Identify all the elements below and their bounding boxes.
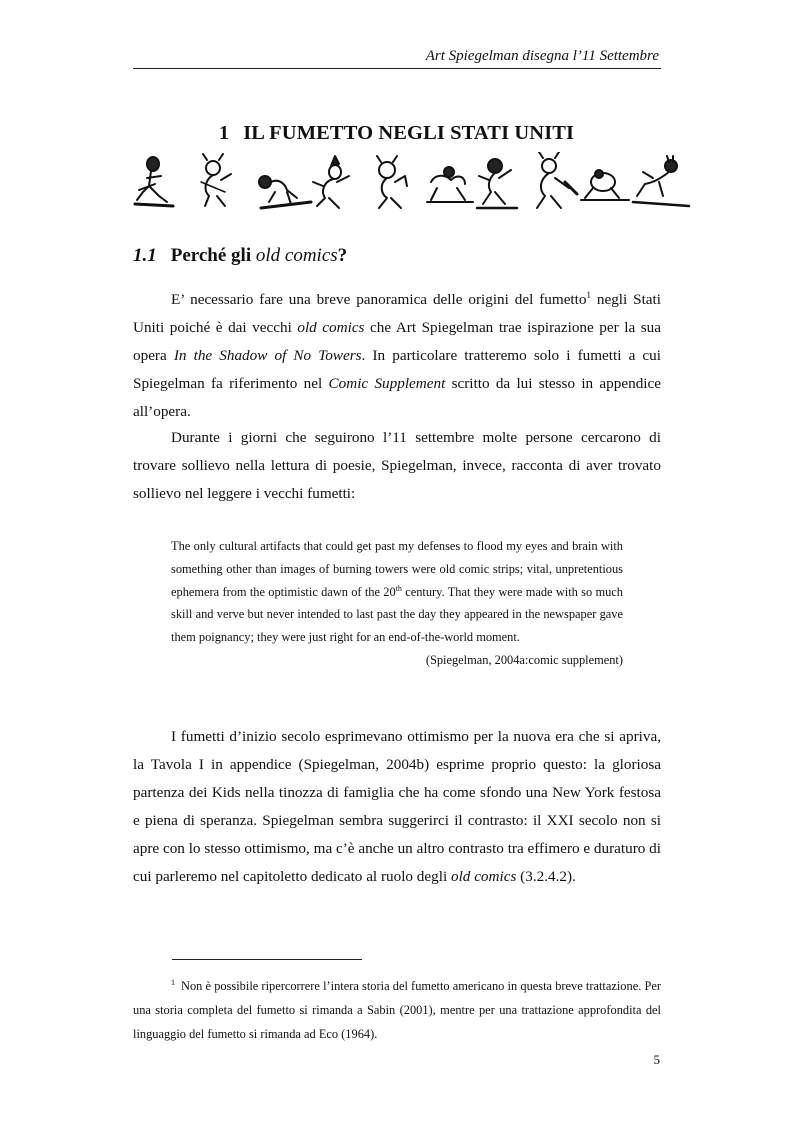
comic-character-9-icon [581,170,629,200]
chapter-number: 1 [218,122,230,144]
quote-text: century. That they were made with so much skill and verve but never intended to last past the day they appeared in the newspaper gave them poignancy; they were just right for an end-of-the-world moment. [171,584,624,645]
paragraph-italic: In the Shadow of No Towers [173,347,362,364]
footnote-reference[interactable]: 1 [586,290,591,300]
comic-character-6-icon [427,167,473,202]
paragraph-text: scritto da lui stesso in appendice all’opera. [133,375,661,420]
comic-character-2-icon [201,154,231,206]
paragraph-text: (3.2.4.2). [516,868,576,885]
chapter-title: IL FUMETTO NEGLI STATI UNITI [243,122,575,144]
paragraph-italic: old comics [297,319,365,336]
quote-text: The only cultural artifacts that could get past my defenses to flood my eyes and brain with something other than images of burning towers were old comic strips; vital, unpretentious ephemera from the optimistic dawn of the 20 [171,539,623,599]
comic-character-1-icon [135,157,173,206]
comic-character-5-icon [377,156,407,208]
comic-characters-strip-icon [133,152,693,214]
section-title-part: Perché gli [170,245,256,266]
quote-citation: (Spiegelman, 2004a:comic supplement) [425,652,623,667]
paragraph-2 [133,424,661,508]
paragraph-italic: Comic Supplement [328,375,446,392]
footnote-text: Non è possibile ripercorrere l’intera storia del fumetto americano in questa breve trattazione. Per una storia completa del fumetto si rimanda a Sabin (2001), mentre per una trattazione approfondita del linguaggio del fumetto si rimanda ad Eco (1964). [133,979,661,1041]
paragraph-1 [133,286,661,426]
section-heading [133,245,347,267]
paragraph-text: Durante i giorni che seguirono l’11 settembre molte persone cercarono di trovare sollievo nella lettura di poesie, Spiegelman, invece, racconta di aver trovato sollievo nel leggere i vecchi fumetti: [133,429,661,502]
block-quote [171,535,623,672]
section-title-end: ? [337,245,348,266]
comic-character-7-icon [477,159,517,208]
comic-character-3-icon [259,176,311,208]
paragraph-3 [133,723,661,891]
running-header [133,46,661,69]
comic-character-8-icon [537,152,577,208]
paragraph-text: I fumetti d’inizio secolo esprimevano ottimismo per la nuova era che si apriva, la Tavola I in appendice (Spiegelman, 2004b) esprime proprio questo: la gloriosa partenza dei Kids nella tinozza di famiglia che ha come sfondo una New York festosa e piena di speranza. Spiegelman sembra suggerirci il contrasto: il XXI secolo non si apre con lo stesso ottimismo, ma c’è anche un altro contrasto tra effimero e duraturo di cui parleremo nel capitoletto dedicato al ruolo degli [133,728,661,885]
footnote-separator [172,959,362,960]
paragraph-text: E’ necessario fare una breve panoramica delle origini del fumetto [171,291,587,308]
comic-character-4-icon [313,156,349,208]
comic-character-10-icon [633,156,689,206]
section-number: 1.1 [133,245,157,266]
footnote-number: 1 [171,978,175,987]
paragraph-text: che Art Spiegelman trae ispirazione per la sua opera [133,319,661,364]
running-header-title: Art Spiegelman disegna l’11 Settembre [425,48,659,64]
paragraph-text: . In particolare tratteremo solo i fumetti a cui Spiegelman fa riferimento nel [133,347,661,392]
footnote [133,974,661,1046]
quote-superscript: th [395,583,402,593]
section-title-italic: old comics [255,245,338,266]
paragraph-text: negli Stati Uniti poiché è dai vecchi [133,291,661,336]
paragraph-italic: old comics [450,868,517,885]
page-number: 5 [653,1052,660,1067]
chapter-heading [0,122,793,145]
